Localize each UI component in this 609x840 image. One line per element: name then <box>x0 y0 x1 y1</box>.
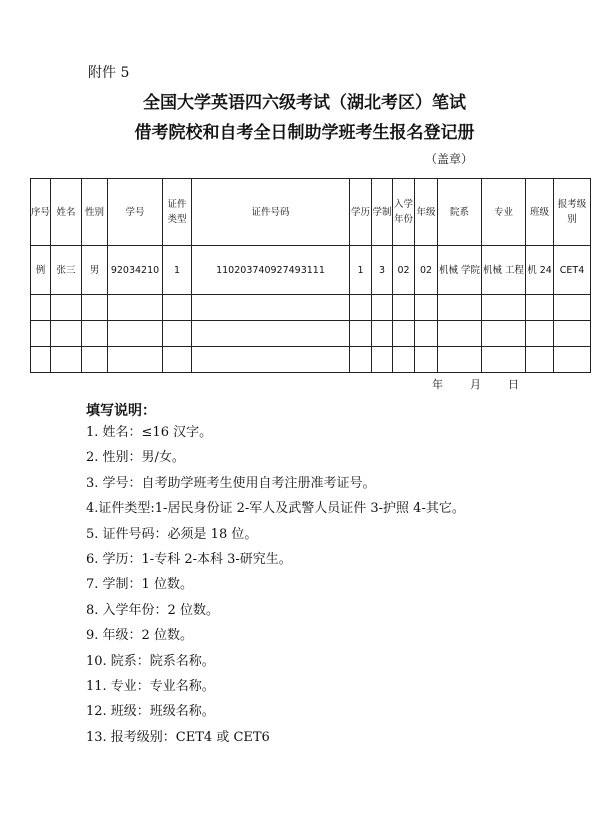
blank-cell <box>31 321 51 347</box>
blank-cell <box>192 295 350 321</box>
example-cell-gender: 男 <box>82 246 108 295</box>
blank-cell <box>82 321 108 347</box>
instruction-item: 6. 学历：1-专科 2-本科 3-研究生。 <box>86 551 292 567</box>
table-row <box>31 295 591 321</box>
instruction-item: 8. 入学年份：2 位数。 <box>86 602 219 618</box>
instruction-item: 10. 院系：院系名称。 <box>86 653 215 669</box>
instruction-item: 1. 姓名：≤16 汉字。 <box>86 425 213 440</box>
blank-cell <box>415 295 438 321</box>
header-cell-exam-level: 报考级别 <box>554 179 591 246</box>
header-cell-id-number: 证件号码 <box>192 179 350 246</box>
blank-cell <box>393 347 415 373</box>
instruction-item: 13. 报考级别：CET4 或 CET6 <box>86 729 270 745</box>
instruction-item: 9. 年级：2 位数。 <box>86 628 193 644</box>
example-cell-student-id: 92034210 <box>108 246 163 295</box>
example-cell-name: 张三 <box>51 246 82 295</box>
blank-cell <box>438 295 482 321</box>
blank-cell <box>372 321 393 347</box>
blank-cell <box>393 321 415 347</box>
example-cell-id-number: 110203740927493111 <box>192 246 350 295</box>
document-title-line-1: 全国大学英语四六级考试（湖北考区）笔试 <box>143 93 466 113</box>
instructions-list <box>86 420 465 750</box>
blank-cell <box>51 347 82 373</box>
date-month-label: 月 <box>470 378 481 391</box>
blank-cell <box>82 295 108 321</box>
blank-cell <box>372 295 393 321</box>
blank-cell <box>82 347 108 373</box>
instruction-item: 3. 学号：自考助学班考生使用自考注册准考证号。 <box>86 475 376 491</box>
blank-cell <box>108 347 163 373</box>
blank-cell <box>350 295 372 321</box>
blank-cell <box>438 321 482 347</box>
example-cell-enroll-year: 02 <box>393 246 415 295</box>
header-cell-seq: 序号 <box>31 179 51 246</box>
header-cell-id-type: 证件类型 <box>163 179 192 246</box>
blank-cell <box>526 295 554 321</box>
table-row <box>31 246 591 295</box>
blank-cell <box>108 321 163 347</box>
header-cell-major: 专业 <box>482 179 526 246</box>
blank-cell <box>192 321 350 347</box>
blank-cell <box>163 347 192 373</box>
table-header-row <box>31 179 591 246</box>
header-cell-grade: 年级 <box>415 179 438 246</box>
blank-cell <box>482 295 526 321</box>
blank-cell <box>31 347 51 373</box>
blank-cell <box>192 347 350 373</box>
instructions-title: 填写说明： <box>86 403 156 419</box>
blank-cell <box>554 347 591 373</box>
example-cell-id-type: 1 <box>163 246 192 295</box>
example-cell-exam-level: CET4 <box>554 246 591 295</box>
header-cell-education: 学历 <box>350 179 372 246</box>
blank-cell <box>526 347 554 373</box>
registration-table <box>30 178 591 373</box>
header-cell-class: 班级 <box>526 179 554 246</box>
attachment-label: 附件 5 <box>88 65 130 81</box>
header-cell-student-id: 学号 <box>108 179 163 246</box>
blank-cell <box>31 295 51 321</box>
blank-cell <box>526 321 554 347</box>
header-cell-duration: 学制 <box>372 179 393 246</box>
header-cell-enroll-year: 入学年份 <box>393 179 415 246</box>
example-cell-class: 机 24 <box>526 246 554 295</box>
blank-cell <box>482 347 526 373</box>
document-title-line-2: 借考院校和自考全日制助学班考生报名登记册 <box>134 123 475 143</box>
example-cell-major: 机械 工程 <box>482 246 526 295</box>
blank-cell <box>51 295 82 321</box>
table-row <box>31 321 591 347</box>
blank-cell <box>393 295 415 321</box>
blank-cell <box>482 321 526 347</box>
instruction-item: 4.证件类型:1-居民身份证 2-军人及武警人员证件 3-护照 4-其它。 <box>86 501 465 517</box>
seal-note: （盖章） <box>425 152 474 166</box>
example-cell-seq: 例 <box>31 246 51 295</box>
blank-cell <box>554 295 591 321</box>
instruction-item: 2. 性别：男/女。 <box>86 450 185 466</box>
blank-cell <box>415 347 438 373</box>
blank-cell <box>163 295 192 321</box>
header-cell-gender: 性别 <box>82 179 108 246</box>
blank-cell <box>415 321 438 347</box>
example-cell-education: 1 <box>350 246 372 295</box>
instruction-item: 5. 证件号码：必须是 18 位。 <box>86 526 258 542</box>
blank-cell <box>350 347 372 373</box>
blank-cell <box>108 295 163 321</box>
blank-cell <box>438 347 482 373</box>
blank-cell <box>163 321 192 347</box>
date-year-label: 年 <box>432 378 443 391</box>
blank-cell <box>372 347 393 373</box>
example-cell-duration: 3 <box>372 246 393 295</box>
instruction-item: 7. 学制：1 位数。 <box>86 577 193 593</box>
blank-cell <box>554 321 591 347</box>
header-cell-name: 姓名 <box>51 179 82 246</box>
instruction-item: 11. 专业：专业名称。 <box>86 678 215 694</box>
blank-cell <box>350 321 372 347</box>
example-cell-department: 机械 学院 <box>438 246 482 295</box>
date-day-label: 日 <box>508 378 519 391</box>
table-row <box>31 347 591 373</box>
header-cell-department: 院系 <box>438 179 482 246</box>
example-cell-grade: 02 <box>415 246 438 295</box>
instruction-item: 12. 班级：班级名称。 <box>86 704 215 720</box>
blank-cell <box>51 321 82 347</box>
